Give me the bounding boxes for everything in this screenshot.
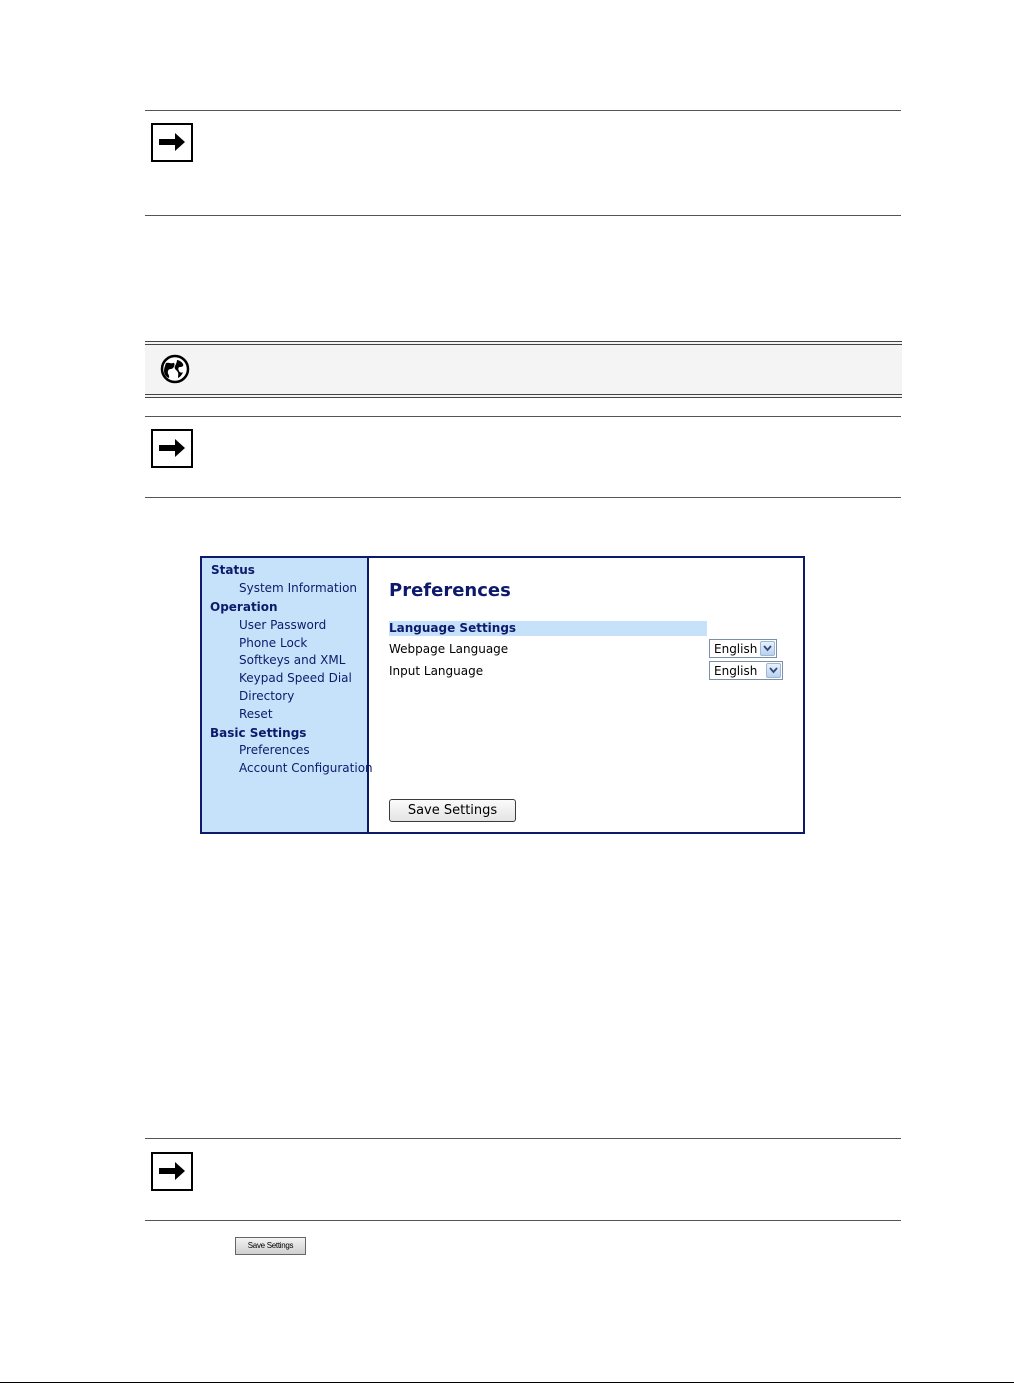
sidebar-nav	[202, 558, 373, 832]
webpage-language-select[interactable]	[709, 639, 777, 658]
sidebar-item-directory[interactable]: Directory	[239, 689, 295, 703]
webpage-language-value: English	[714, 642, 758, 656]
chevron-down-icon[interactable]	[766, 663, 781, 678]
middle-rule-1	[145, 416, 901, 417]
sidebar-item-softkeys-xml[interactable]: Softkeys and XML	[239, 653, 346, 667]
sidebar-item-reset[interactable]: Reset	[239, 707, 273, 721]
reference-box	[145, 341, 902, 398]
sidebar-item-phone-lock[interactable]: Phone Lock	[239, 636, 308, 650]
chevron-down-icon[interactable]	[760, 641, 775, 656]
main-content	[369, 558, 803, 832]
input-language-select[interactable]	[709, 661, 783, 680]
middle-rule-2	[145, 497, 901, 498]
top-rule-2	[145, 215, 901, 216]
note-arrow-icon	[151, 429, 193, 468]
note-arrow-icon	[151, 1152, 193, 1191]
bottom-rule-1	[145, 1138, 901, 1139]
sidebar-section-basic-settings[interactable]: Basic Settings	[210, 726, 307, 740]
section-header-label: Language Settings	[389, 621, 517, 635]
sidebar-section-status[interactable]: Status	[211, 563, 255, 577]
input-language-label: Input Language	[389, 664, 484, 678]
bottom-rule-2	[145, 1220, 901, 1221]
web-ui-screenshot	[200, 556, 805, 834]
sidebar-section-operation[interactable]: Operation	[210, 600, 278, 614]
note-arrow-icon	[151, 123, 193, 162]
section-header	[389, 621, 707, 636]
input-language-value: English	[714, 664, 758, 678]
webpage-language-label: Webpage Language	[389, 642, 509, 656]
sidebar-item-preferences[interactable]: Preferences	[239, 743, 310, 757]
save-settings-button[interactable]: Save Settings	[389, 799, 516, 822]
top-rule-1	[145, 110, 901, 111]
sidebar-item-system-information[interactable]: System Information	[239, 581, 358, 595]
page-title: Preferences	[389, 580, 511, 601]
page-bottom-rule	[0, 1382, 1014, 1383]
globe-icon	[160, 354, 190, 389]
sidebar-item-account-configuration[interactable]: Account Configuration	[239, 761, 373, 775]
sidebar-item-user-password[interactable]: User Password	[239, 618, 327, 632]
sidebar-item-keypad-speed-dial[interactable]: Keypad Speed Dial	[239, 671, 352, 685]
save-settings-thumbnail-button[interactable]: Save Settings	[235, 1237, 306, 1255]
